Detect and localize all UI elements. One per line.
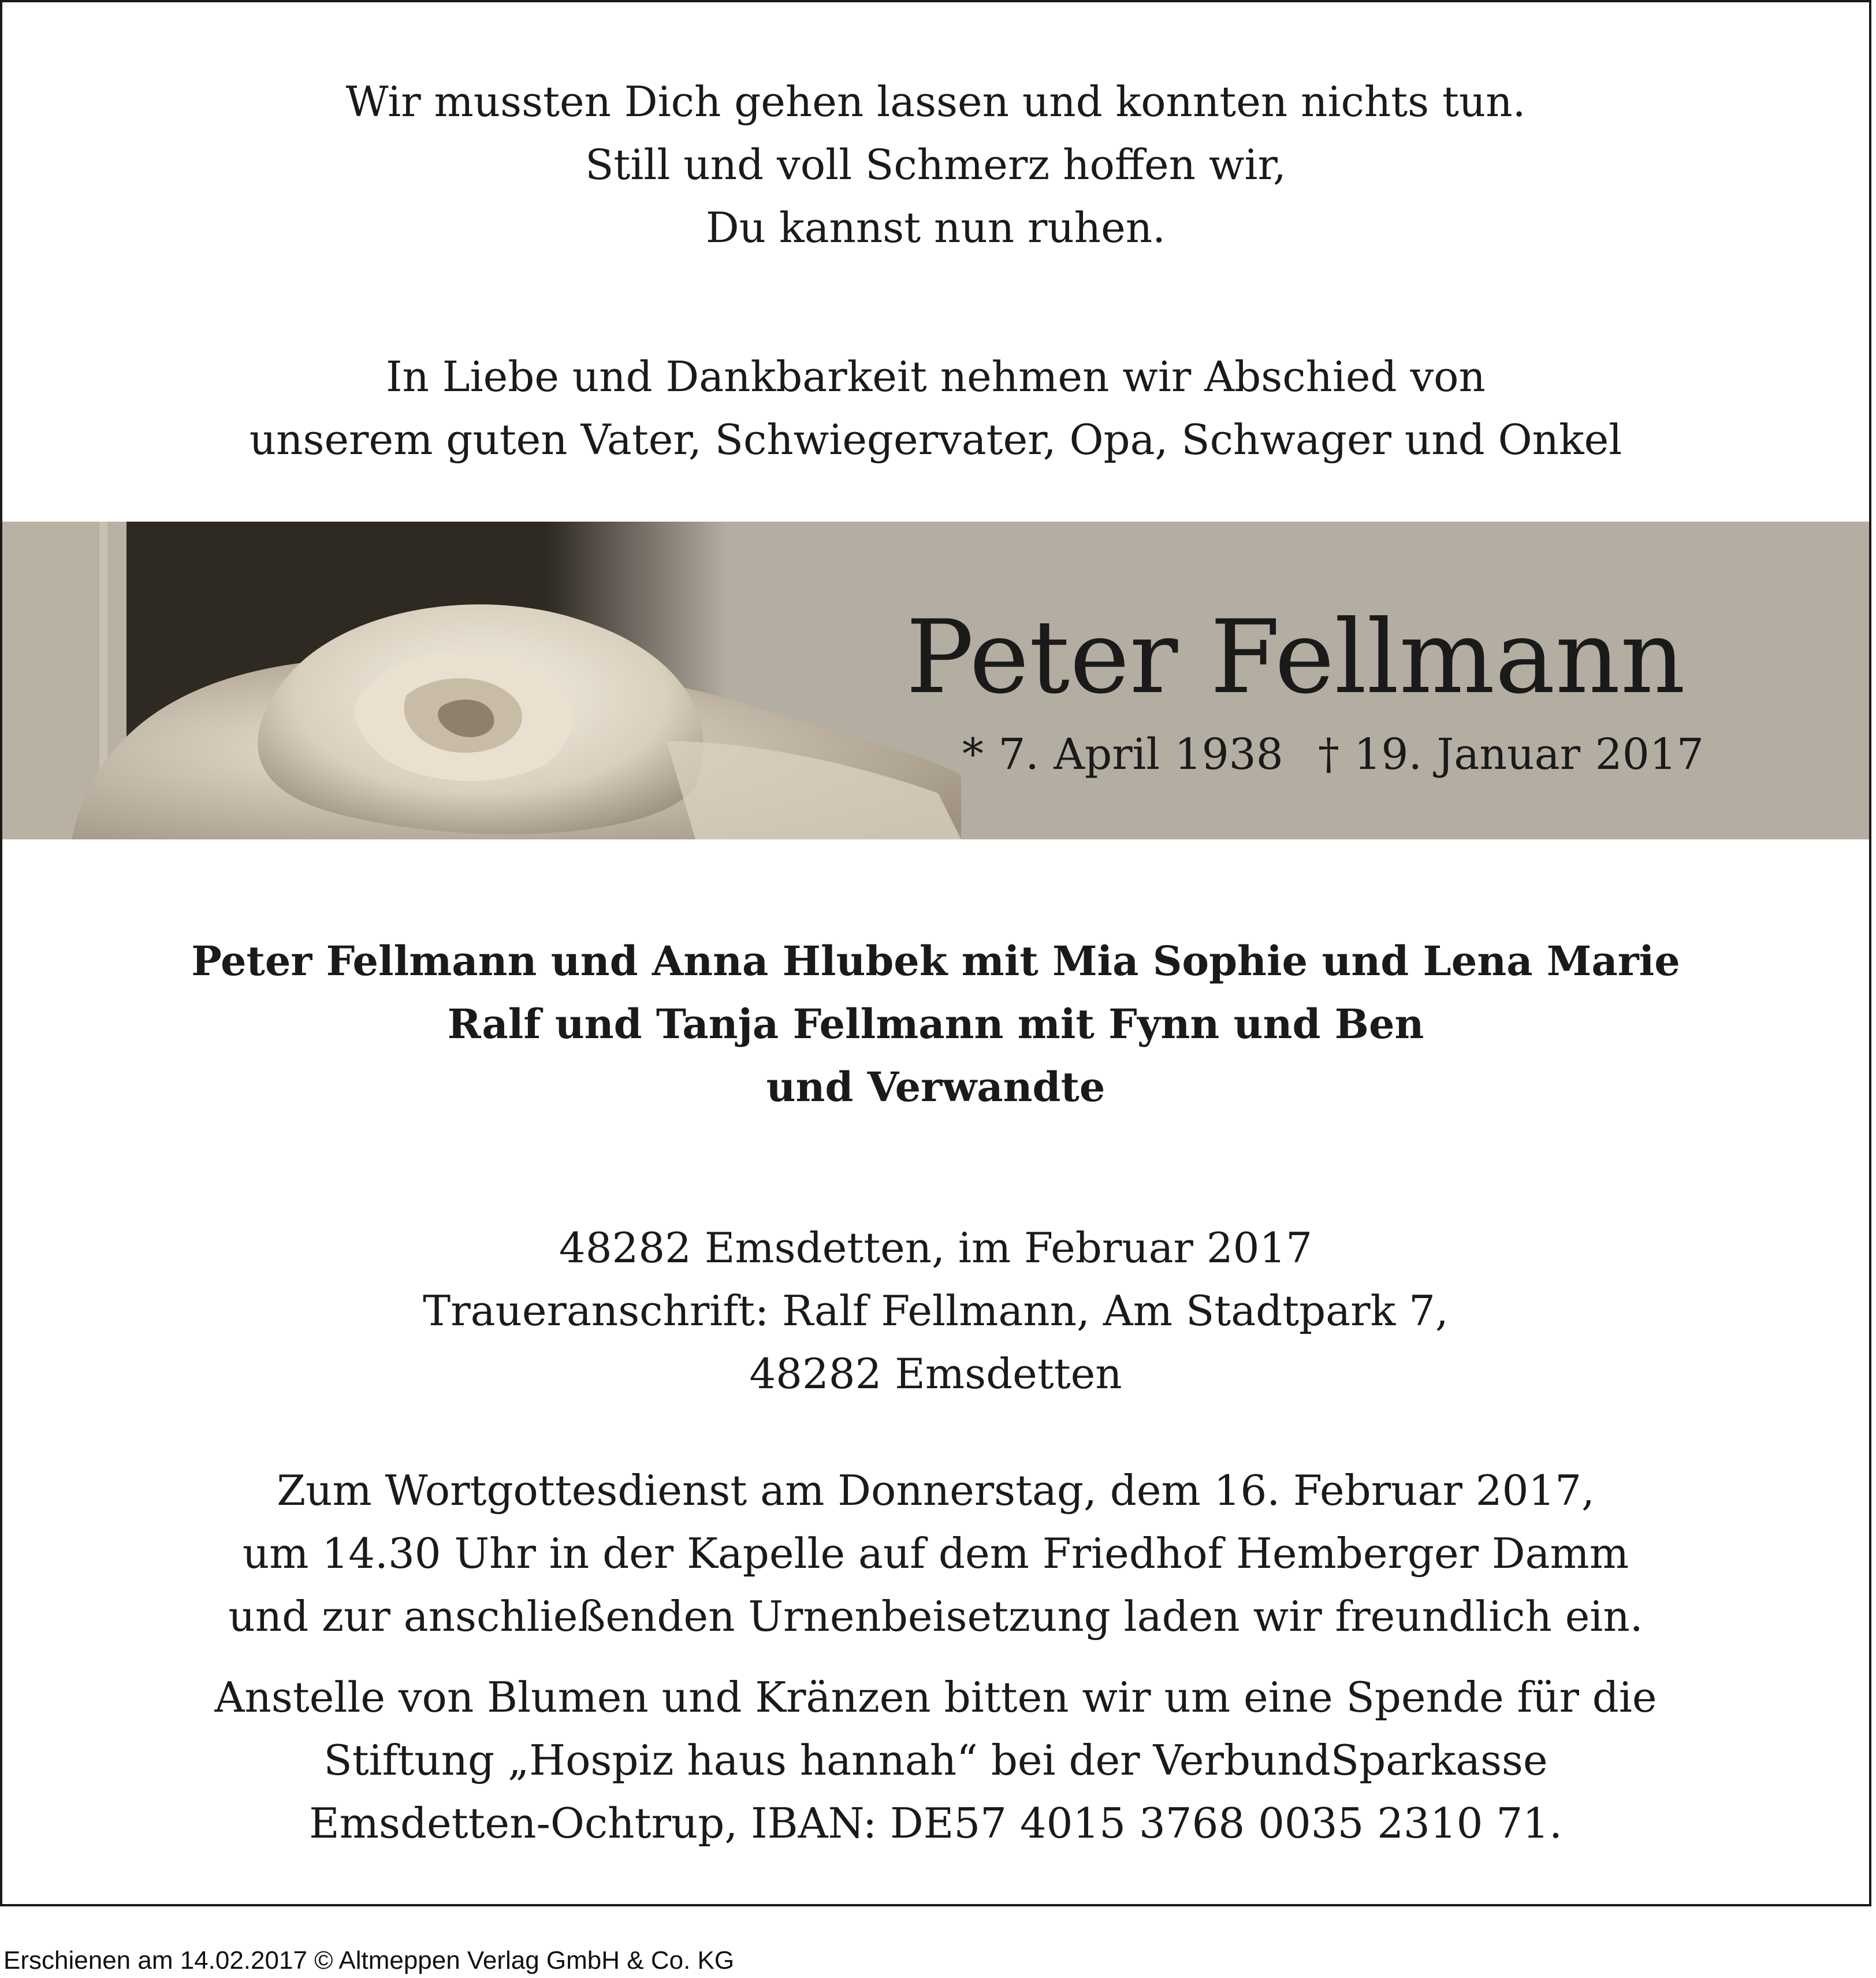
service-line: um 14.30 Uhr in der Kapelle auf dem Friedhof Hemberger Damm [242,1529,1629,1578]
donation-line: Stiftung „Hospiz haus hannah“ bei der VerbundSparkasse [323,1736,1548,1784]
poem [2,70,1869,259]
mourner-line: Peter Fellmann und Anna Hlubek mit Mia Sophie und Lena Marie [191,937,1680,985]
mourners [2,929,1869,1118]
address-line: Traueranschrift: Ralf Fellmann, Am Stadtpark 7, [423,1287,1449,1335]
service-line: Zum Wortgottesdienst am Donnerstag, dem 16. Februar 2017, [277,1466,1595,1515]
mourning-address [2,1217,1869,1406]
service-invitation [2,1459,1869,1648]
poem-line: Du kannst nun ruhen. [705,203,1166,252]
deceased-name: Peter Fellmann [906,599,1685,716]
address-line: 48282 Emsdetten, im Februar 2017 [559,1224,1313,1272]
donation-line: Anstelle von Blumen und Kränzen bitten wir um eine Spende für die [214,1673,1657,1722]
poem-line: Still und voll Schmerz hoffen wir, [585,140,1286,189]
publication-footer: Erschienen am 14.02.2017 © Altmeppen Verlag GmbH & Co. KG [3,1946,735,1975]
life-dates [962,726,1704,783]
rose-image [2,522,961,839]
birth-date: * 7. April 1938 [962,730,1283,779]
poem-line: Wir mussten Dich gehen lassen und konnten nichts tun. [345,77,1526,126]
address-line: 48282 Emsdetten [749,1349,1122,1398]
donation-request [2,1666,1869,1855]
death-date: † 19. Januar 2017 [1317,730,1704,779]
donation-line: Emsdetten-Ochtrup, IBAN: DE57 4015 3768 0035 2310 71. [309,1799,1562,1847]
intro-line: In Liebe und Dankbarkeit nehmen wir Abschied von [386,352,1486,401]
intro-line: unserem guten Vater, Schwiegervater, Opa, Schwager und Onkel [249,415,1622,464]
service-line: und zur anschließenden Urnenbeisetzung laden wir freundlich ein. [228,1592,1643,1641]
mourner-line: Ralf und Tanja Fellmann mit Fynn und Ben [447,1000,1424,1048]
mourner-line: und Verwandte [766,1063,1106,1111]
farewell-intro [2,345,1869,471]
